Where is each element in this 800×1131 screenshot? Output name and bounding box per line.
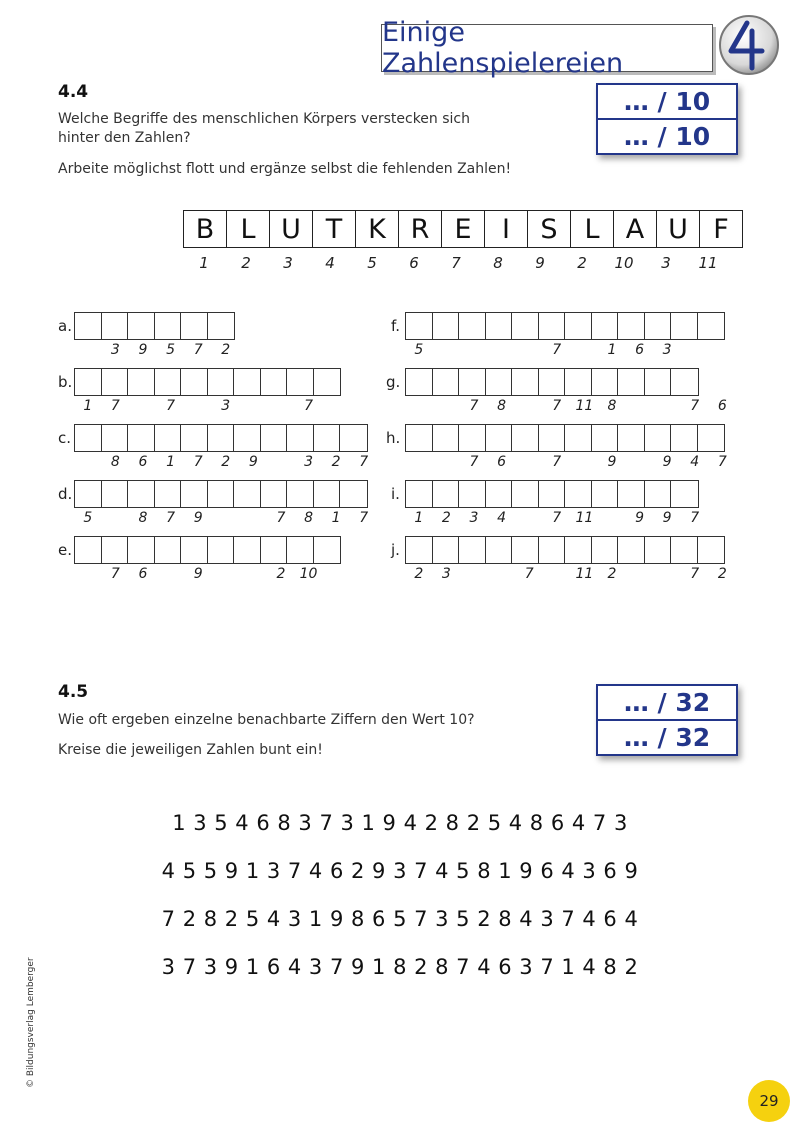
clue-numbers (74, 566, 350, 582)
number-line[interactable]: 1 3 5 4 6 8 3 7 3 1 9 4 2 8 2 5 4 8 6 4 7 3 (172, 811, 628, 835)
section-number-4-5: 4.5 (58, 682, 89, 702)
clue-number: 7 (193, 454, 203, 470)
clue-number: 9 (662, 454, 672, 470)
clue-number (515, 398, 543, 414)
clue-number: 11 (575, 398, 594, 414)
clue-number (709, 342, 737, 358)
clue-number (626, 398, 654, 414)
section-number-4-4: 4.4 (58, 82, 89, 102)
clue-number (598, 510, 626, 526)
instruction-text: hinter den Zahlen? (58, 130, 191, 146)
key-letter-cell: I (485, 211, 528, 247)
clue-number: 8 (138, 510, 148, 526)
answer-letter-box[interactable] (618, 425, 645, 451)
answer-letter-box[interactable] (698, 425, 725, 451)
clue-number (433, 342, 461, 358)
answer-letter-box[interactable] (155, 369, 182, 395)
answer-letter-box[interactable] (155, 425, 182, 451)
answer-letter-box[interactable] (406, 369, 433, 395)
clue-number: 2 (717, 566, 727, 582)
answer-letter-box[interactable] (671, 425, 698, 451)
puzzle-label: a. (58, 317, 72, 335)
key-number: 2 (577, 254, 587, 272)
key-letter-cell: L (571, 211, 614, 247)
answer-boxes (405, 368, 699, 396)
key-number: 11 (698, 254, 718, 272)
clue-number: 3 (221, 398, 231, 414)
key-letter-cell: B (184, 211, 227, 247)
answer-boxes (74, 480, 368, 508)
answer-letter-box[interactable] (128, 313, 155, 339)
clue-number (433, 398, 461, 414)
answer-boxes (405, 480, 699, 508)
key-letter-cell: R (399, 211, 442, 247)
chapter-4-badge-icon (718, 14, 780, 76)
answer-letter-box[interactable] (486, 425, 513, 451)
answer-letter-box[interactable] (433, 537, 460, 563)
answer-letter-box[interactable] (128, 481, 155, 507)
answer-letter-box[interactable] (671, 537, 698, 563)
clue-number (626, 566, 654, 582)
answer-letter-box[interactable] (155, 481, 182, 507)
answer-letter-box[interactable] (181, 425, 208, 451)
key-letter-cell: S (528, 211, 571, 247)
clue-number (460, 566, 488, 582)
answer-letter-box[interactable] (512, 425, 539, 451)
answer-letter-box[interactable] (128, 537, 155, 563)
clue-number: 7 (552, 510, 562, 526)
key-number: 4 (325, 254, 335, 272)
answer-letter-box[interactable] (102, 537, 129, 563)
answer-letter-box[interactable] (155, 537, 182, 563)
clue-number (515, 342, 543, 358)
score-field[interactable]: … / 10 (623, 87, 711, 116)
clue-number: 8 (607, 398, 617, 414)
answer-letter-box[interactable] (698, 537, 725, 563)
answer-letter-box[interactable] (592, 537, 619, 563)
clue-number: 2 (331, 454, 341, 470)
number-line[interactable]: 4 5 5 9 1 3 7 4 6 2 9 3 7 4 5 8 1 9 6 4 3 6 9 (161, 859, 639, 883)
answer-boxes (405, 536, 725, 564)
answer-letter-box[interactable] (102, 425, 129, 451)
answer-letter-box[interactable] (75, 537, 102, 563)
clue-number: 7 (193, 342, 203, 358)
answer-boxes (74, 536, 341, 564)
key-letter-cell: F (713, 213, 729, 245)
clue-number: 7 (359, 510, 369, 526)
answer-boxes (405, 312, 725, 340)
clue-number: 8 (497, 398, 507, 414)
clue-number: 1 (414, 510, 424, 526)
puzzle-label: d. (58, 485, 73, 503)
clue-number (543, 566, 571, 582)
clue-number: 5 (414, 342, 424, 358)
answer-letter-box[interactable] (459, 425, 486, 451)
answer-letter-box[interactable] (539, 481, 566, 507)
clue-number: 6 (138, 566, 148, 582)
answer-letter-box[interactable] (512, 481, 539, 507)
clue-number: 7 (552, 342, 562, 358)
puzzle-label: g. (386, 373, 401, 391)
copyright-note: © Bildungsverlag Lemberger (26, 957, 36, 1088)
clue-numbers (74, 342, 240, 358)
clue-number (405, 454, 433, 470)
clue-number: 5 (83, 510, 93, 526)
answer-letter-box[interactable] (181, 313, 208, 339)
answer-letter-box[interactable] (592, 313, 619, 339)
answer-letter-box[interactable] (287, 425, 314, 451)
answer-letter-box[interactable] (314, 425, 341, 451)
answer-letter-box[interactable] (208, 313, 235, 339)
clue-number: 7 (690, 398, 700, 414)
clue-number: 1 (331, 510, 341, 526)
answer-letter-box[interactable] (539, 425, 566, 451)
answer-letter-box[interactable] (340, 425, 367, 451)
instruction-text: Kreise die jeweiligen Zahlen bunt ein! (58, 742, 323, 758)
clue-number: 7 (552, 398, 562, 414)
clue-number: 9 (662, 510, 672, 526)
answer-letter-box[interactable] (618, 481, 645, 507)
answer-letter-box[interactable] (565, 313, 592, 339)
clue-number (240, 510, 268, 526)
clue-number: 2 (221, 342, 231, 358)
clue-number: 6 (717, 398, 727, 414)
answer-letter-box[interactable] (459, 313, 486, 339)
clue-number: 9 (193, 510, 203, 526)
key-letter-cell: U (657, 211, 700, 247)
clue-number: 3 (469, 510, 479, 526)
answer-letter-box[interactable] (406, 481, 433, 507)
answer-boxes (74, 312, 235, 340)
clue-numbers (74, 510, 378, 526)
clue-number: 3 (304, 454, 313, 470)
clue-numbers (405, 566, 736, 582)
score-field[interactable]: … / 10 (598, 118, 736, 153)
clue-number: 10 (299, 566, 318, 582)
key-letter-cell: T (313, 211, 356, 247)
answer-letter-box[interactable] (75, 481, 102, 507)
clue-number: 3 (441, 566, 451, 582)
clue-numbers (405, 398, 736, 414)
clue-number: 1 (607, 342, 617, 358)
answer-letter-box[interactable] (671, 481, 698, 507)
key-letter-cell: A (614, 211, 657, 247)
clue-number (488, 566, 516, 582)
key-number: 1 (199, 254, 209, 272)
answer-letter-box[interactable] (539, 537, 566, 563)
clue-number (433, 454, 461, 470)
clue-number: 2 (221, 454, 231, 470)
answer-letter-box[interactable] (618, 369, 645, 395)
key-number: 7 (451, 254, 461, 272)
answer-letter-box[interactable] (433, 369, 460, 395)
clue-number (653, 398, 681, 414)
answer-letter-box[interactable] (592, 369, 619, 395)
answer-letter-box[interactable] (645, 481, 672, 507)
score-field[interactable]: … / 32 (598, 719, 736, 754)
key-number: 9 (535, 254, 545, 272)
answer-letter-box[interactable] (459, 481, 486, 507)
clue-number (74, 566, 102, 582)
answer-letter-box[interactable] (208, 481, 235, 507)
answer-letter-box[interactable] (181, 481, 208, 507)
answer-letter-box[interactable] (102, 369, 129, 395)
clue-number (460, 342, 488, 358)
answer-letter-box[interactable] (102, 313, 129, 339)
page-number: 29 (748, 1080, 790, 1122)
key-number: 6 (409, 254, 419, 272)
answer-letter-box[interactable] (314, 537, 341, 563)
clue-number: 9 (193, 566, 203, 582)
clue-number: 7 (110, 398, 120, 414)
answer-letter-box[interactable] (261, 425, 288, 451)
clue-number: 2 (607, 566, 617, 582)
answer-letter-box[interactable] (671, 369, 698, 395)
answer-letter-box[interactable] (406, 425, 433, 451)
clue-number: 9 (248, 454, 258, 470)
clue-number (267, 398, 295, 414)
answer-letter-box[interactable] (645, 369, 672, 395)
puzzle-label: i. (391, 485, 400, 503)
clue-numbers (405, 454, 736, 470)
clue-number: 7 (359, 454, 369, 470)
clue-number (681, 342, 709, 358)
answer-letter-box[interactable] (486, 537, 513, 563)
instruction-text: Wie oft ergeben einzelne benachbarte Ziffern den Wert 10? (58, 712, 475, 728)
clue-number (488, 342, 516, 358)
clue-number: 3 (110, 342, 120, 358)
clue-numbers (405, 510, 709, 526)
clue-number: 6 (497, 454, 507, 470)
clue-number: 7 (690, 566, 700, 582)
answer-letter-box[interactable] (565, 481, 592, 507)
clue-number (515, 510, 543, 526)
key-number: 5 (367, 254, 377, 272)
key-letter-cell: E (442, 211, 485, 247)
clue-number (102, 510, 130, 526)
answer-letter-box[interactable] (208, 425, 235, 451)
answer-letter-box[interactable] (75, 369, 102, 395)
clue-number: 9 (607, 454, 617, 470)
key-letter-cell: K (356, 211, 399, 247)
score-box (596, 684, 738, 756)
clue-number: 2 (276, 566, 286, 582)
answer-letter-box[interactable] (314, 369, 341, 395)
clue-number (626, 454, 654, 470)
key-number: 3 (661, 254, 671, 272)
clue-number: 5 (166, 342, 176, 358)
answer-letter-box[interactable] (208, 537, 235, 563)
clue-number: 2 (441, 510, 451, 526)
chapter-title: Einige Zahlenspielereien (381, 24, 713, 72)
answer-letter-box[interactable] (433, 313, 460, 339)
clue-number: 4 (690, 454, 700, 470)
clue-number: 7 (166, 398, 176, 414)
answer-letter-box[interactable] (261, 537, 288, 563)
clue-number: 4 (497, 510, 507, 526)
key-number-row (183, 254, 729, 272)
answer-letter-box[interactable] (539, 369, 566, 395)
clue-number: 8 (110, 454, 120, 470)
clue-number: 9 (138, 342, 148, 358)
clue-number: 7 (524, 566, 534, 582)
clue-number (571, 454, 599, 470)
clue-number (653, 566, 681, 582)
clue-number: 9 (635, 510, 644, 526)
answer-letter-box[interactable] (314, 481, 341, 507)
answer-letter-box[interactable] (565, 369, 592, 395)
answer-letter-box[interactable] (433, 481, 460, 507)
key-number: 10 (614, 254, 634, 272)
answer-letter-box[interactable] (539, 313, 566, 339)
number-line[interactable]: 3 7 3 9 1 6 4 3 7 9 1 8 2 8 7 4 6 3 7 1 4 8 2 (161, 955, 639, 979)
key-number: 8 (493, 254, 503, 272)
clue-number: 7 (690, 510, 700, 526)
answer-letter-box[interactable] (234, 481, 261, 507)
answer-boxes (405, 424, 725, 452)
clue-numbers (74, 454, 378, 470)
clue-number: 1 (83, 398, 93, 414)
clue-number (322, 398, 350, 414)
key-number: 2 (241, 254, 251, 272)
puzzle-label: b. (58, 373, 73, 391)
answer-letter-box[interactable] (102, 481, 129, 507)
answer-letter-box[interactable] (486, 481, 513, 507)
answer-letter-box[interactable] (208, 369, 235, 395)
clue-number: 6 (635, 342, 644, 358)
answer-letter-box[interactable] (671, 313, 698, 339)
answer-letter-box[interactable] (181, 369, 208, 395)
answer-letter-box[interactable] (181, 537, 208, 563)
answer-letter-box[interactable] (155, 313, 182, 339)
answer-letter-box[interactable] (512, 537, 539, 563)
clue-number (157, 566, 185, 582)
clue-number: 7 (110, 566, 120, 582)
answer-letter-box[interactable] (406, 313, 433, 339)
answer-letter-box[interactable] (128, 425, 155, 451)
clue-number: 3 (662, 342, 672, 358)
clue-number: 2 (414, 566, 424, 582)
clue-number: 11 (575, 566, 594, 582)
puzzle-label: j. (391, 541, 400, 559)
score-field[interactable]: … / 32 (623, 688, 711, 717)
puzzle-label: c. (58, 429, 72, 447)
answer-letter-box[interactable] (75, 425, 102, 451)
answer-letter-box[interactable] (287, 537, 314, 563)
clue-number (212, 510, 240, 526)
clue-number (240, 566, 268, 582)
clue-number (129, 398, 157, 414)
key-number: 3 (283, 254, 293, 272)
clue-number (240, 398, 268, 414)
clue-number (267, 454, 295, 470)
answer-boxes (74, 424, 368, 452)
answer-letter-box[interactable] (433, 425, 460, 451)
answer-letter-box[interactable] (512, 313, 539, 339)
clue-number (212, 566, 240, 582)
clue-number: 6 (138, 454, 148, 470)
puzzle-label: e. (58, 541, 72, 559)
clue-number (184, 398, 212, 414)
clue-number: 7 (717, 454, 727, 470)
answer-letter-box[interactable] (486, 313, 513, 339)
answer-boxes (74, 368, 341, 396)
answer-letter-box[interactable] (592, 425, 619, 451)
key-word-boxes (183, 210, 743, 248)
answer-letter-box[interactable] (287, 369, 314, 395)
instruction-text: Welche Begriffe des menschlichen Körpers verstecken sich (58, 111, 470, 127)
answer-letter-box[interactable] (234, 369, 261, 395)
clue-number: 1 (166, 454, 176, 470)
answer-letter-box[interactable] (618, 537, 645, 563)
answer-letter-box[interactable] (645, 425, 672, 451)
puzzle-label: f. (391, 317, 400, 335)
number-line[interactable]: 7 2 8 2 5 4 3 1 9 8 6 5 7 3 5 2 8 4 3 7 4 6 4 (161, 907, 639, 931)
answer-letter-box[interactable] (340, 481, 367, 507)
answer-letter-box[interactable] (459, 537, 486, 563)
answer-letter-box[interactable] (128, 369, 155, 395)
answer-letter-box[interactable] (486, 369, 513, 395)
clue-number (74, 454, 102, 470)
answer-letter-box[interactable] (565, 537, 592, 563)
answer-letter-box[interactable] (565, 425, 592, 451)
answer-letter-box[interactable] (645, 537, 672, 563)
key-letter-cell: L (227, 211, 270, 247)
answer-letter-box[interactable] (512, 369, 539, 395)
clue-numbers (405, 342, 736, 358)
clue-number: 7 (469, 454, 479, 470)
clue-number: 7 (276, 510, 286, 526)
clue-number (74, 342, 102, 358)
clue-number: 8 (304, 510, 313, 526)
answer-letter-box[interactable] (287, 481, 314, 507)
answer-letter-box[interactable] (406, 537, 433, 563)
score-box (596, 83, 738, 155)
puzzle-label: h. (386, 429, 401, 447)
answer-letter-box[interactable] (261, 369, 288, 395)
answer-letter-box[interactable] (459, 369, 486, 395)
answer-letter-box[interactable] (261, 481, 288, 507)
instruction-text: Arbeite möglichst flott und ergänze selbst die fehlenden Zahlen! (58, 161, 512, 177)
clue-number (571, 342, 599, 358)
clue-number (322, 566, 350, 582)
answer-letter-box[interactable] (234, 537, 261, 563)
clue-number (405, 398, 433, 414)
clue-number: 11 (575, 510, 594, 526)
key-letter-cell: U (270, 211, 313, 247)
answer-letter-box[interactable] (698, 313, 725, 339)
clue-number: 7 (166, 510, 176, 526)
clue-number: 7 (469, 398, 479, 414)
clue-number: 7 (552, 454, 562, 470)
answer-letter-box[interactable] (592, 481, 619, 507)
answer-letter-box[interactable] (234, 425, 261, 451)
clue-numbers (74, 398, 350, 414)
clue-number: 7 (304, 398, 313, 414)
clue-number (515, 454, 543, 470)
answer-letter-box[interactable] (75, 313, 102, 339)
answer-letter-box[interactable] (618, 313, 645, 339)
answer-letter-box[interactable] (645, 313, 672, 339)
